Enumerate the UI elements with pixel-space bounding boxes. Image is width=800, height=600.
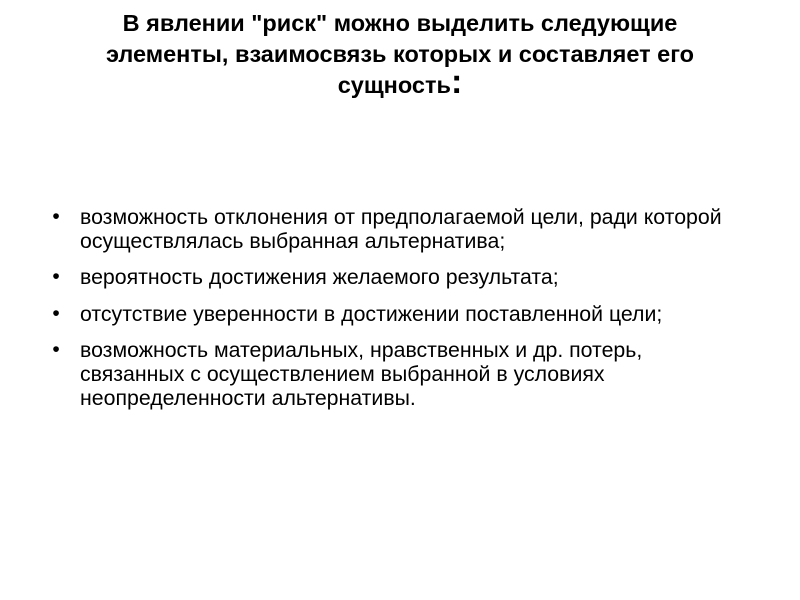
list-item bbox=[46, 302, 746, 326]
list-item-text: возможность отклонения от предполагаемой цели, ради которой осуществлялась выбранная альтернатива; bbox=[80, 205, 722, 254]
bullet-icon: • bbox=[52, 337, 60, 361]
list-item bbox=[46, 338, 746, 411]
list-item bbox=[46, 205, 746, 253]
list-item-text: возможность материальных, нравственных и др. потерь, связанных с осуществлением выбранной в условиях неопределенности альтернативы. bbox=[80, 337, 643, 411]
bullet-list bbox=[46, 205, 746, 422]
bullet-icon: • bbox=[52, 265, 60, 289]
list-item-text: вероятность достижения желаемого результата; bbox=[80, 265, 559, 290]
bullet-icon: • bbox=[52, 301, 60, 325]
list-item-text: отсутствие уверенности в достижении поставленной цели; bbox=[80, 301, 663, 326]
bullet-icon: • bbox=[52, 205, 60, 228]
slide-title-text: В явлении "риск" можно выделить следующие элементы, взаимосвязь которых и составляет его сущность bbox=[105, 10, 695, 98]
slide-title bbox=[60, 8, 740, 101]
list-item bbox=[46, 265, 746, 289]
slide-title-colon: : bbox=[450, 63, 463, 101]
